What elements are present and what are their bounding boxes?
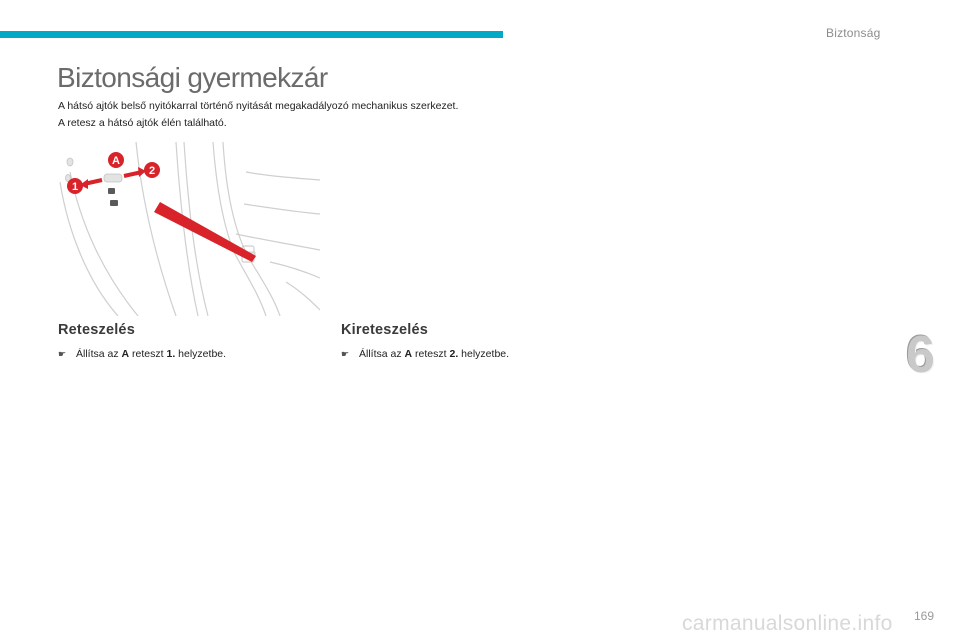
locking-heading: Reteszelés [58,322,135,338]
instruction-text-mid: reteszt [415,348,447,360]
intro-line-2: A retesz a hátsó ajtók élén található. [58,117,227,129]
intro-line-1: A hátsó ajtók belső nyitókarral történő nyitását megakadályozó mechanikus szerkezet. [58,100,459,112]
instruction-bold-a: A [404,348,413,360]
page-number: 169 [914,609,935,623]
unlocking-heading: Kireteszelés [341,322,429,338]
lock-pictograms [108,188,118,206]
section-label: Biztonság [826,26,881,40]
instruction-text-before: Állítsa az [359,348,402,360]
callout-a-label: A [112,155,120,167]
page-title: Biztonsági gyermekzár [57,62,328,93]
locking-instruction [58,348,226,360]
instruction-text-after: helyzetbe. [461,348,510,360]
pointer-arrow-icon [154,202,256,262]
instruction-bold-position: 2. [449,348,459,360]
header-accent-bar [0,31,503,38]
callout-2 [144,162,160,178]
chapter-number: 6 [906,326,935,384]
child-lock-illustration [58,142,320,316]
door-edge-diagram [58,142,320,316]
callout-2-label: 2 [148,165,156,177]
pointing-hand-icon: ☛ [341,349,350,359]
instruction-bold-position: 1. [166,348,176,360]
watermark: carmanualsonline.info [682,612,893,635]
instruction-text-before: Állítsa az [76,348,119,360]
callout-a [108,152,124,168]
callout-1-label: 1 [71,181,79,193]
instruction-bold-a: A [121,348,130,360]
pointing-hand-icon: ☛ [58,349,67,359]
unlocking-instruction [341,348,509,360]
intro-text [58,98,618,132]
instruction-text-mid: reteszt [132,348,164,360]
instruction-text-after: helyzetbe. [178,348,227,360]
callout-1 [67,178,83,194]
